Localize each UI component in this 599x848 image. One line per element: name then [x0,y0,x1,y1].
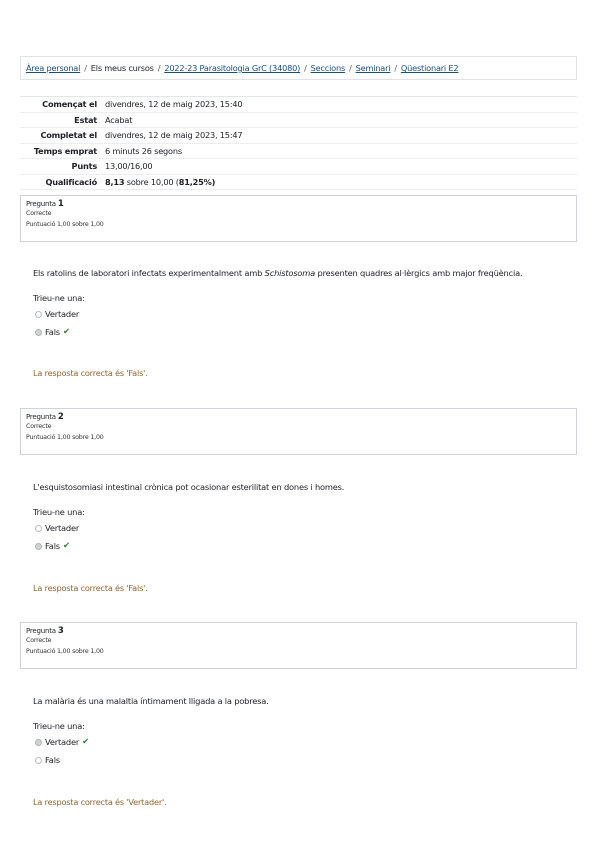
question-text-2: L'esquistosomiasi intestinal crònica pot ocasionar esterilitat en dones i homes. [33,482,345,492]
radio-button-selected[interactable] [35,329,42,336]
summary-label: Començat el [42,99,97,109]
breadcrumb-seminar[interactable]: Seminari [355,63,391,73]
answer-option-vertader[interactable] [35,523,79,533]
attempt-summary-table [20,96,577,190]
summary-label: Completat el [40,130,97,140]
option-label: Fals [45,327,60,337]
summary-label: Punts [71,161,97,171]
question-number [26,412,576,422]
option-label: Fals [45,541,60,551]
breadcrumb-sections[interactable]: Seccions [310,63,346,73]
breadcrumb-separator: / [394,63,397,73]
answer-prompt: Trieu-ne una: [33,293,85,303]
answer-prompt: Trieu-ne una: [33,721,85,731]
summary-row-grade [20,175,577,191]
question-number [26,626,576,636]
grade-percent-suffix: %) [203,176,216,187]
breadcrumb [20,56,577,80]
grade-percent: 81,25 [178,176,204,187]
check-icon: ✔ [62,541,70,551]
question-text-3: La malària és una malaltia íntimament lligada a la pobresa. [33,696,269,706]
check-icon: ✔ [82,737,90,747]
question-text-1 [33,268,522,278]
question-state: Correcte [26,423,52,430]
question-text-part: presenten quadres al·lèrgics amb major freqüència. [315,268,523,278]
grade-out-of: sobre 10,00 ( [124,176,179,187]
answer-option-fals[interactable] [35,327,70,337]
option-label: Vertader [45,309,80,319]
correct-answer-feedback: La resposta correcta és 'Vertader'. [33,797,167,807]
question-number-value: 1 [57,199,64,209]
breadcrumb-course[interactable]: 2022-23 Parasitologia GrC (34080) [164,63,301,73]
check-icon: ✔ [62,327,70,337]
summary-grade-value [105,175,215,190]
summary-row-marks [20,159,577,175]
breadcrumb-area-personal[interactable]: Àrea personal [26,63,81,73]
answer-option-vertader[interactable] [35,309,79,319]
question-info-1 [20,195,577,242]
question-label: Pregunta [26,413,56,421]
summary-label: Temps emprat [33,145,97,156]
summary-value: 13,00/16,00 [105,161,153,171]
breadcrumb-quiz[interactable]: Qüestionari E2 [400,63,459,73]
option-label: Fals [45,755,60,765]
answer-prompt: Trieu-ne una: [33,507,85,517]
option-label: Vertader [45,737,80,747]
question-grade: Puntuació 1,00 sobre 1,00 [26,647,104,655]
radio-button[interactable] [35,757,42,764]
correct-answer-feedback: La resposta correcta és 'Fals'. [33,583,148,593]
option-label: Vertader [45,523,80,533]
radio-button-selected[interactable] [35,739,42,746]
summary-value: divendres, 12 de maig 2023, 15:40 [105,99,243,109]
breadcrumb-separator: / [349,63,352,73]
question-state: Correcte [26,210,52,217]
question-label: Pregunta [26,200,56,208]
summary-value: Acabat [105,114,133,125]
question-number-value: 2 [57,412,64,422]
summary-label: Estat [74,114,97,125]
summary-row-completed [20,128,577,144]
question-number-value: 3 [57,626,64,636]
question-info-2 [20,408,577,455]
summary-value: 6 minuts 26 segons [105,145,182,156]
radio-button[interactable] [35,525,42,532]
breadcrumb-separator: / [157,63,161,73]
answer-option-vertader[interactable] [35,737,89,747]
correct-answer-feedback: La resposta correcta és 'Fals'. [33,368,148,378]
summary-row-state [20,113,577,129]
grade-value: 8,13 [105,176,125,187]
question-grade: Puntuació 1,00 sobre 1,00 [26,433,104,441]
breadcrumb-my-courses: Els meus cursos [90,63,154,73]
summary-row-time-taken [20,144,577,160]
answer-option-fals[interactable] [35,541,70,551]
question-number [26,199,576,209]
question-grade: Puntuació 1,00 sobre 1,00 [26,220,104,228]
summary-row-started [20,97,577,113]
question-state: Correcte [26,637,52,644]
question-info-3 [20,622,577,669]
radio-button[interactable] [35,311,42,318]
question-label: Pregunta [26,627,56,635]
summary-label: Qualificació [45,176,97,187]
radio-button-selected[interactable] [35,543,42,550]
question-text-italic: Schistosoma [264,268,316,278]
question-text-part: Els ratolins de laboratori infectats experimentalment amb [33,268,265,278]
breadcrumb-separator: / [304,63,307,73]
breadcrumb-separator: / [84,63,87,73]
answer-option-fals[interactable] [35,755,60,765]
summary-value: divendres, 12 de maig 2023, 15:47 [105,130,243,140]
